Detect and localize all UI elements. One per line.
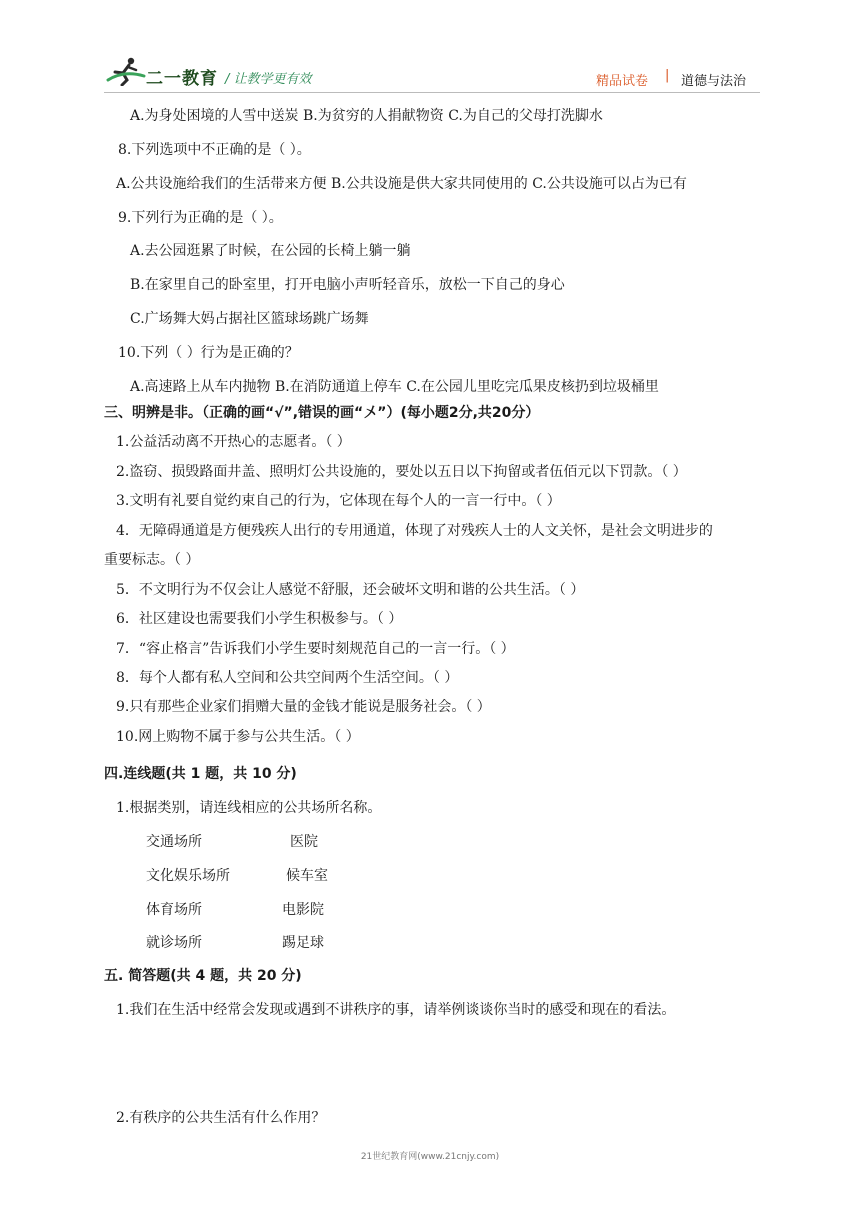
section3-item-continued: 重要标志。（ ） [104, 552, 200, 568]
q9-stem: 9.下列行为正确的是（ ）。 [118, 210, 283, 226]
header-divider [104, 92, 760, 93]
section3-item: 6．社区建设也需要我们小学生积极参与。（ ） [116, 611, 403, 627]
q8-stem: 8.下列选项中不正确的是（ ）。 [118, 142, 311, 158]
q10-options: A.高速路上从车内抛物 B.在消防通道上停车 C.在公园儿里吃完瓜果皮核扔到垃圾桶里 [130, 379, 659, 395]
match-right-item: 候车室 [286, 868, 328, 884]
section3-item: 9.只有那些企业家们捐赠大量的金钱才能说是服务社会。（ ） [116, 699, 491, 715]
section3-item: 10.网上购物不属于参与公共生活。（ ） [116, 729, 360, 745]
logo-text: 二一教育 [146, 69, 218, 89]
section4-title: 四.连线题(共 1 题，共 10 分) [104, 766, 297, 782]
q10-stem: 10.下列（ ）行为是正确的？ [118, 345, 299, 361]
q9-option-c: C.广场舞大妈占据社区篮球场跳广场舞 [130, 311, 369, 327]
match-right-item: 医院 [290, 834, 318, 850]
section3-item: 4．无障碍通道是方便残疾人出行的专用通道，体现了对残疾人士的人文关怀，是社会文明进步的 [116, 523, 713, 539]
q7-options: A.为身处困境的人雪中送炭 B.为贫穷的人捐献物资 C.为自己的父母打洗脚水 [130, 108, 603, 124]
premium-tag: 精品试卷 [596, 74, 649, 89]
section3-item: 7．“容止格言”告诉我们小学生要时刻规范自己的一言一行。（ ） [116, 641, 515, 657]
q9-option-a: A.去公园逛累了时候，在公园的长椅上躺一躺 [130, 243, 411, 259]
section5-question-1: 1.我们在生活中经常会发现或遇到不讲秩序的事，请举例谈谈你当时的感受和现在的看法。 [116, 1002, 676, 1018]
section3-item: 1.公益活动离不开热心的志愿者。（ ） [116, 434, 351, 450]
match-left-item: 体育场所 [146, 902, 202, 918]
tag-separator: | [665, 68, 670, 83]
section4-question: 1.根据类别，请连线相应的公共场所名称。 [116, 800, 382, 816]
slogan: / 让教学更有效 [225, 72, 312, 87]
section3-title: 三、明辨是非。（正确的画“√”,错误的画“〤”）(每小题2分,共20分） [104, 405, 540, 421]
section3-item: 3.文明有礼要自觉约束自己的行为，它体现在每个人的一言一行中。（ ） [116, 493, 561, 509]
section3-item: 5．不文明行为不仅会让人感觉不舒服，还会破坏文明和谐的公共生活。（ ） [116, 582, 585, 598]
q8-options: A.公共设施给我们的生活带来方便 B.公共设施是供大家共同使用的 C.公共设施可以占为已有 [116, 176, 687, 192]
page-footer: 21世纪教育网(www.21cnjy.com) [360, 1152, 500, 1162]
running-figure-logo-icon [106, 56, 146, 86]
match-right-item: 电影院 [282, 902, 324, 918]
match-right-item: 踢足球 [282, 935, 324, 951]
subject-tag: 道德与法治 [681, 74, 747, 89]
match-left-item: 文化娱乐场所 [146, 868, 230, 884]
q9-option-b: B.在家里自己的卧室里，打开电脑小声听轻音乐，放松一下自己的身心 [130, 277, 565, 293]
section5-question-2: 2.有秩序的公共生活有什么作用？ [116, 1110, 326, 1126]
match-left-item: 就诊场所 [146, 935, 202, 951]
section5-title: 五. 简答题(共 4 题，共 20 分) [104, 968, 302, 984]
page-header [0, 0, 860, 100]
section3-item: 2.盗窃、损毁路面井盖、照明灯公共设施的，要处以五日以下拘留或者伍佰元以下罚款。（ ） [116, 464, 687, 480]
match-left-item: 交通场所 [146, 834, 202, 850]
section3-item: 8．每个人都有私人空间和公共空间两个生活空间。（ ） [116, 670, 459, 686]
